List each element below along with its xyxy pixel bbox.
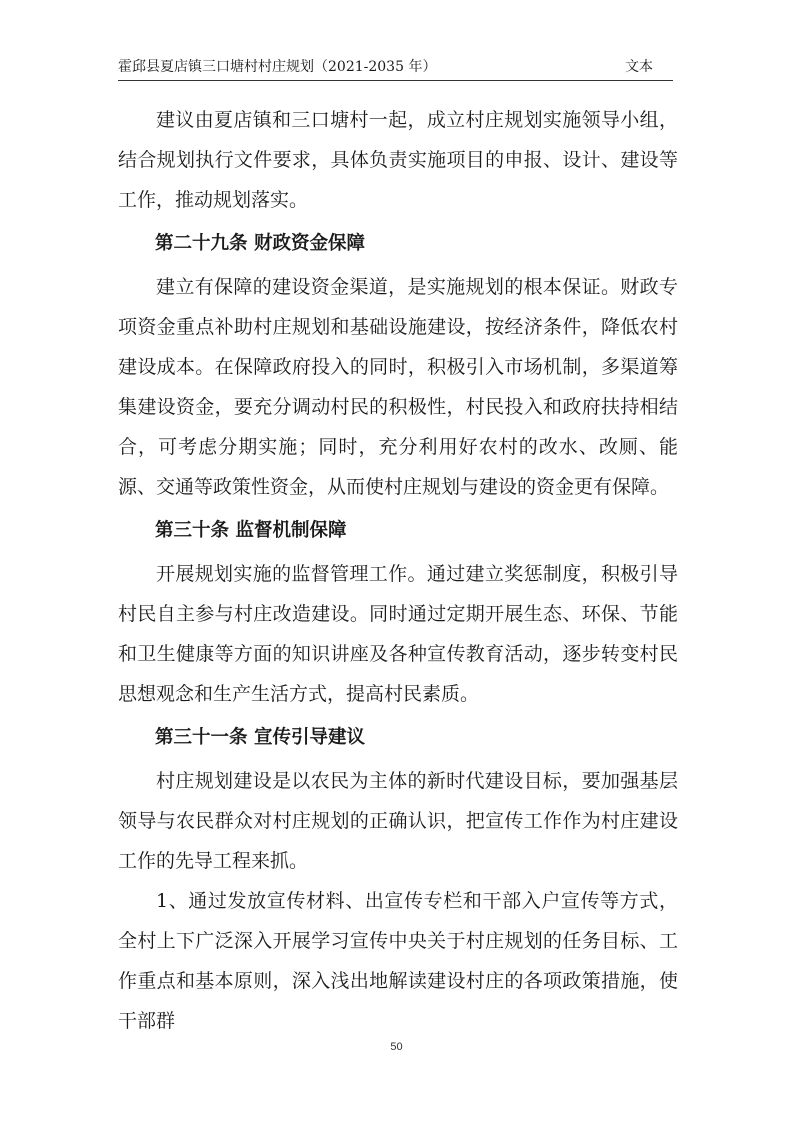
paragraph: 开展规划实施的监督管理工作。通过建立奖惩制度，积极引导村民自主参与村庄改造建设。同时通过定期开展生态、环保、节能和卫生健康等方面的知识讲座及各种宣传教育活动，逐步转变村民思想观念和生产生活方式，提高村民素质。 — [118, 563, 678, 705]
document-title: 霍邱县夏店镇三口塘村村庄规划（2021-2035 年） — [118, 59, 437, 75]
paragraph: 建议由夏店镇和三口塘村一起，成立村庄规划实施领导小组，结合规划执行文件要求，具体负责实施项目的申报、设计、建设等工作，推动规划落实。 — [118, 109, 678, 211]
paragraph: 建立有保障的建设资金渠道，是实施规划的根本保证。财政专项资金重点补助村庄规划和基础设施建设，按经济条件，降低农村建设成本。在保障政府投入的同时，积极引入市场机制，多渠道筹集建设资金，要充分调动村民的积极性，村民投入和政府扶持相结合，可考虑分期实施；同时，充分利用好农村的改水、改厕、能源、交通等政策性资金，从而使村庄规划与建设的资金更有保障。 — [118, 276, 678, 498]
document-body — [118, 100, 678, 1041]
article-heading: 第二十九条 财政资金保障 — [155, 233, 365, 254]
page-header — [118, 56, 673, 78]
section-label: 文本 — [625, 59, 653, 75]
paragraph: 1、通过发放宣传材料、出宣传专栏和干部入户宣传等方式，全村上下广泛深入开展学习宣传中央关于村庄规划的任务目标、工作重点和基本原则，深入浅出地解读建设村庄的各项政策措施，使干部群 — [118, 890, 678, 1032]
page-number: 50 — [390, 1041, 403, 1053]
paragraph: 村庄规划建设是以农民为主体的新时代建设目标，要加强基层领导与农民群众对村庄规划的正确认识，把宣传工作作为村庄建设工作的先导工程来抓。 — [118, 770, 678, 872]
header-divider — [118, 80, 673, 81]
article-heading: 第三十条 监督机制保障 — [155, 520, 347, 541]
article-heading: 第三十一条 宣传引导建议 — [155, 727, 365, 748]
